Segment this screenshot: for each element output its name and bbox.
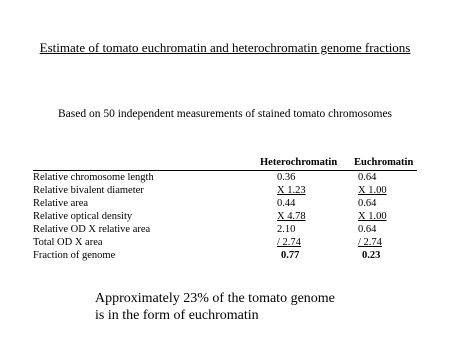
table-row <box>33 197 417 210</box>
summary-line-2: is in the form of euchromatin <box>95 308 259 323</box>
row-label: Relative optical density <box>33 211 133 222</box>
table-header <box>33 156 417 171</box>
eu-value: 0.23 <box>362 250 381 261</box>
hetero-value: 2.10 <box>277 224 296 235</box>
hetero-value: X 1.23 <box>277 185 306 196</box>
hetero-value: / 2.74 <box>277 237 301 248</box>
row-label: Relative bivalent diameter <box>33 185 144 196</box>
hetero-value: 0.36 <box>277 172 296 183</box>
row-label: Relative area <box>33 198 89 209</box>
eu-value: 0.64 <box>358 224 377 235</box>
header-heterochromatin: Heterochromatin <box>260 157 338 168</box>
table-row <box>33 184 417 197</box>
eu-value: / 2.74 <box>358 237 382 248</box>
eu-value: X 1.00 <box>358 185 387 196</box>
table-row <box>33 171 417 184</box>
table-row <box>33 210 417 223</box>
eu-value: 0.64 <box>358 172 377 183</box>
table-row <box>33 236 417 249</box>
row-label: Total OD X area <box>33 237 103 248</box>
row-label: Relative chromosome length <box>33 172 154 183</box>
header-euchromatin: Euchromatin <box>354 157 414 168</box>
row-label: Relative OD X relative area <box>33 224 151 235</box>
slide-subtitle: Based on 50 independent measurements of stained tomato chromosomes <box>57 108 393 120</box>
hetero-value: X 4.78 <box>277 211 306 222</box>
summary-line-1: Approximately 23% of the tomato genome <box>95 291 335 306</box>
eu-value: X 1.00 <box>358 211 387 222</box>
row-label: Fraction of genome <box>33 250 116 261</box>
table-row <box>33 223 417 236</box>
eu-value: 0.64 <box>358 198 377 209</box>
summary-text <box>95 290 335 324</box>
hetero-value: 0.77 <box>281 250 300 261</box>
slide-title: Estimate of tomato euchromatin and heterochromatin genome fractions <box>39 40 411 55</box>
genome-fraction-table <box>33 156 417 262</box>
hetero-value: 0.44 <box>277 198 296 209</box>
table-row <box>33 249 417 262</box>
